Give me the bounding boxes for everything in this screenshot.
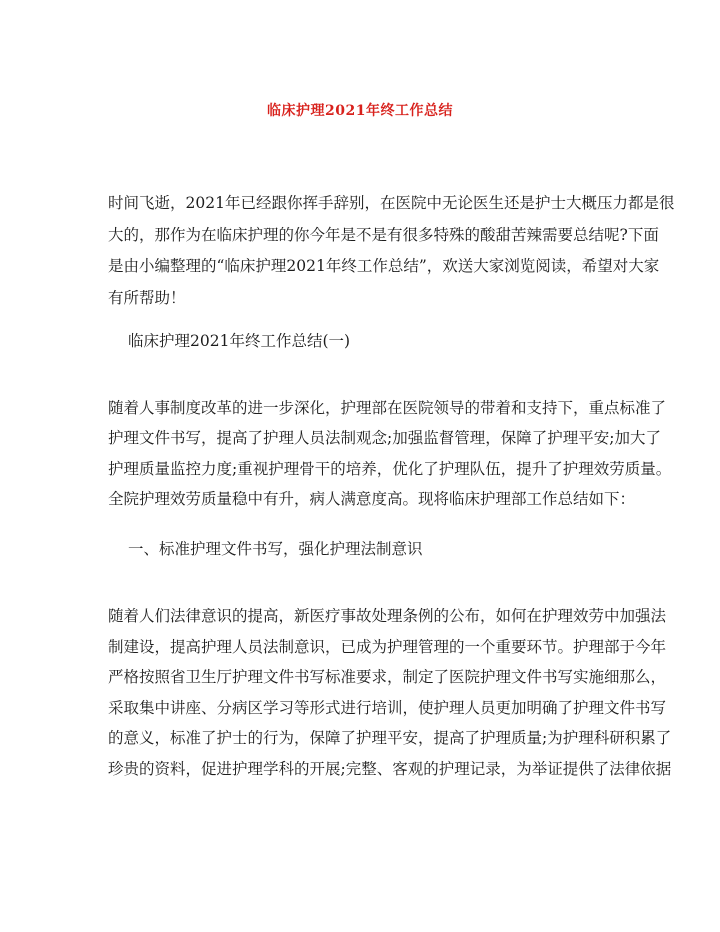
document-title: 临床护理2021年终工作总结 [267,103,453,119]
intro-line: 是由小编整理的“临床护理2021年终工作总结”，欢送大家浏览阅读，希望对大家 [108,257,660,275]
section-subtitle: 临床护理2021年终工作总结(一) [128,332,351,350]
paragraph-line: 全院护理效劳质量稳中有升，病人满意度高。现将临床护理部工作总结如下： [108,489,636,508]
paragraph-line: 随着人事制度改革的进一步深化，护理部在医院领导的带着和支持下，重点标准了 [108,399,667,417]
paragraph-line: 的意义，标准了护士的行为，保障了护理平安，提高了护理质量;为护理科研积累了 [108,729,672,747]
paragraph-line: 护理质量监控力度;重视护理骨干的培养，优化了护理队伍，提升了护理效劳质量。 [108,459,672,478]
paragraph-line: 随着人们法律意识的提高，新医疗事故处理条例的公布，如何在护理效劳中加强法 [108,607,667,625]
intro-line: 时间飞逝，2021年已经跟你挥手辞别，在医院中无论医生还是护士大概压力都是很 [108,194,675,212]
intro-paragraph [108,188,675,314]
intro-line: 有所帮助！ [108,288,186,307]
paragraph-line: 制建设，提高护理人员法制意识，已成为护理管理的一个重要环节。护理部于今年 [108,637,667,656]
paragraph-line: 严格按照省卫生厅护理文件书写标准要求，制定了医院护理文件书写实施细那么， [108,668,667,686]
intro-line: 大的，那作为在临床护理的你今年是不是有很多特殊的酸甜苦辣需要总结呢?下面 [108,225,659,244]
paragraph-two [108,601,672,784]
paragraph-one [108,393,672,514]
paragraph-line: 珍贵的资料，促进护理学科的开展;完整、客观的护理记录，为举证提供了法律依据 [108,759,672,778]
paragraph-line: 采取集中讲座、分病区学习等形式进行培训，使护理人员更加明确了护理文件书写 [108,698,667,717]
section-heading-one: 一、标准护理文件书写，强化护理法制意识 [128,540,423,558]
paragraph-line: 护理文件书写，提高了护理人员法制观念;加强监督管理，保障了护理平安;加大了 [108,429,661,448]
